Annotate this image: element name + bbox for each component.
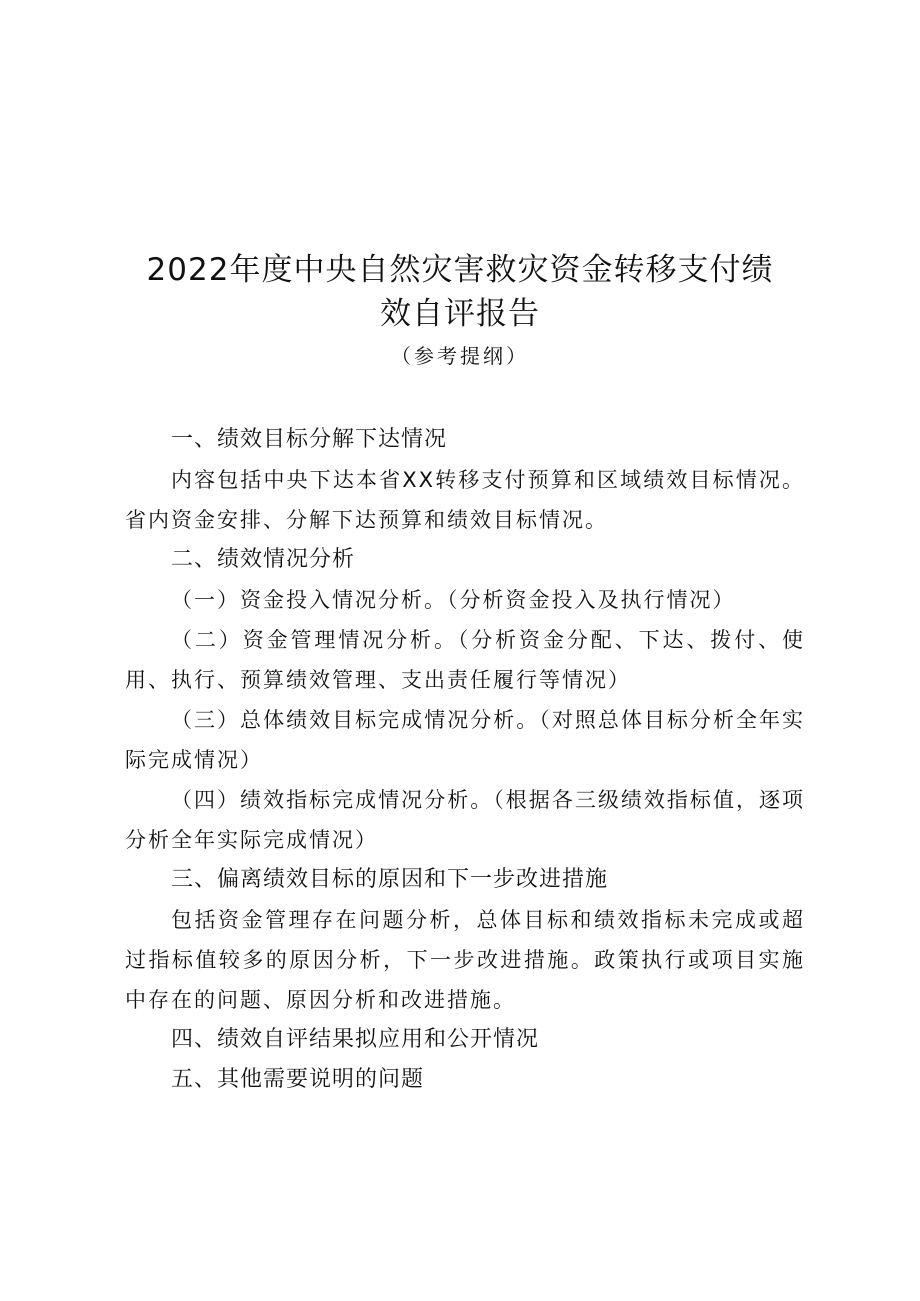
document-body bbox=[125, 420, 805, 1100]
section-2-paragraph-3: （三）总体绩效目标完成情况分析。（对照总体目标分析全年实际完成情况） bbox=[125, 708, 805, 772]
section-heading-1: 一、绩效目标分解下达情况 bbox=[171, 427, 448, 452]
document-title-line-2: 效自评报告 bbox=[380, 296, 540, 332]
section-3-paragraph-1: 包括资金管理存在问题分析，总体目标和绩效指标未完成或超过指标值较多的原因分析，下一步改进措施。政策执行或项目实施中存在的问题、原因分析和改进措施。 bbox=[125, 908, 805, 1012]
section-heading-2: 二、绩效情况分析 bbox=[171, 547, 356, 572]
section-2-paragraph-2: （二）资金管理情况分析。（分析资金分配、下达、拨付、使用、执行、预算绩效管理、支出责任履行等情况） bbox=[125, 628, 805, 692]
section-2-paragraph-1: （一）资金投入情况分析。（分析资金投入及执行情况） bbox=[171, 588, 736, 612]
section-heading-3: 三、偏离绩效目标的原因和下一步改进措施 bbox=[171, 867, 609, 892]
section-1-paragraph-1: 内容包括中央下达本省XX转移支付预算和区域绩效目标情况。省内资金安排、分解下达预算和绩效目标情况。 bbox=[125, 468, 805, 532]
section-2-paragraph-4: （四）绩效指标完成情况分析。（根据各三级绩效指标值，逐项分析全年实际完成情况） bbox=[125, 788, 805, 852]
document-subtitle: （参考提纲） bbox=[391, 344, 529, 368]
document-title-line-1: 2022年度中央自然灾害救灾资金转移支付绩 bbox=[146, 252, 774, 288]
section-heading-5: 五、其他需要说明的问题 bbox=[171, 1067, 425, 1092]
section-heading-4: 四、绩效自评结果拟应用和公开情况 bbox=[171, 1027, 540, 1052]
